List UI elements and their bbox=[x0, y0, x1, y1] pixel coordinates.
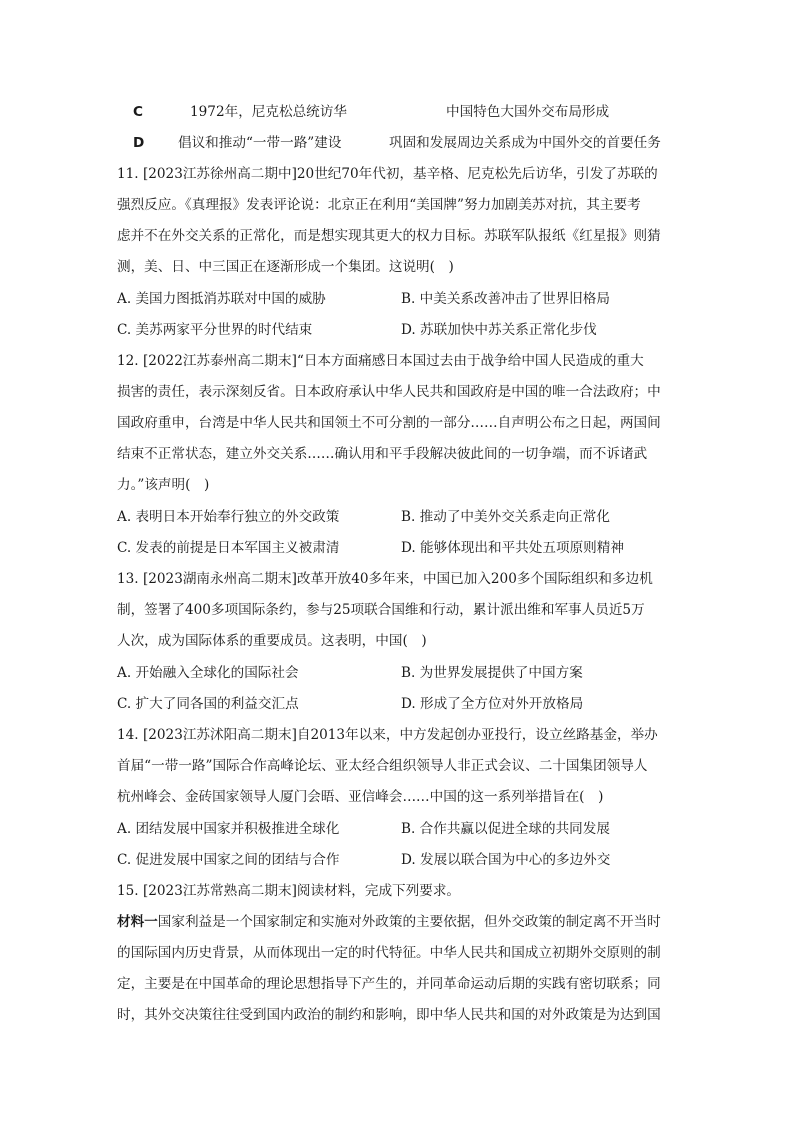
table-row-c bbox=[0, 103, 794, 121]
row-letter: C bbox=[133, 104, 143, 120]
question-11-options-row bbox=[0, 290, 794, 308]
question-11-line: 测，美、日、中三国正在逐渐形成一个集团。这说明( ) bbox=[117, 259, 454, 275]
material-line: 的国际国内历史背景，从而体现出一定的时代特征。中华人民共和国成立初期外交原则的制 bbox=[117, 945, 661, 961]
question-12-options-row bbox=[0, 539, 794, 557]
question-12-line: 12. [2022江苏泰州高二期末]“日本方面痛感日本国过去由于战争给中国人民造成的重大 bbox=[117, 353, 644, 369]
question-12-line: 损害的责任，表示深刻反省。日本政府承认中华人民共和国政府是中国的唯一合法政府；中 bbox=[117, 384, 661, 400]
question-14-options-row bbox=[0, 820, 794, 838]
question-13-options-row bbox=[0, 695, 794, 713]
option-d: D. 能够体现出和平共处五项原则精神 bbox=[401, 540, 624, 556]
row-letter: D bbox=[133, 135, 145, 151]
question-14-line: 14. [2023江苏沭阳高二期末]自2013年以来，中方发起创办亚投行，设立丝路基金，举办 bbox=[117, 727, 658, 743]
question-11-line: 虑并不在外交关系的正常化，而是想实现其更大的权力目标。苏联军队报纸《红星报》则猜 bbox=[117, 228, 661, 244]
material-line: 时，其外交决策往往受到国内政治的制约和影响，即中华人民共和国的对外政策是为达到国 bbox=[117, 1007, 661, 1023]
question-13-options-row bbox=[0, 664, 794, 682]
option-d: D. 形成了全方位对外开放格局 bbox=[401, 696, 584, 712]
question-11-line: 强烈反应。《真理报》发表评论说：北京正在利用“美国牌”努力加剧美苏对抗，其主要考 bbox=[117, 197, 641, 213]
option-b: B. 合作共赢以促进全球的共同发展 bbox=[401, 821, 610, 837]
question-12-line: 国政府重申，台湾是中华人民共和国领土不可分割的一部分……自声明公布之日起，两国间 bbox=[117, 415, 661, 431]
option-a: A. 开始融入全球化的国际社会 bbox=[117, 665, 299, 681]
question-13-line: 制，签署了400多项国际条约，参与25项联合国维和行动，累计派出维和军事人员近5万 bbox=[117, 602, 645, 618]
question-12-line: 力。”该声明( ) bbox=[117, 477, 210, 493]
row-result: 中国特色大国外交布局形成 bbox=[446, 104, 610, 120]
material-label: 材料一 bbox=[117, 914, 158, 930]
row-result: 巩固和发展周边关系成为中国外交的首要任务 bbox=[389, 135, 661, 151]
table-row-d bbox=[0, 134, 794, 152]
question-14-line: 首届“一带一路”国际合作高峰论坛、亚太经合组织领导人非正式会议、二十国集团领导人 bbox=[117, 758, 648, 774]
material-text: 国家利益是一个国家制定和实施对外政策的主要依据，但外交政策的制定离不开当时 bbox=[157, 914, 661, 930]
question-13-line: 人次，成为国际体系的重要成员。这表明，中国( ) bbox=[117, 633, 427, 649]
option-b: B. 为世界发展提供了中国方案 bbox=[401, 665, 583, 681]
question-11-options-row bbox=[0, 321, 794, 339]
question-14-options-row bbox=[0, 851, 794, 869]
material-line: 定，主要是在中国革命的理论思想指导下产生的，并同革命运动后期的实践有密切联系；同 bbox=[117, 976, 661, 992]
option-c: C. 美苏两家平分世界的时代结束 bbox=[117, 322, 313, 338]
option-c: C. 发表的前提是日本军国主义被肃清 bbox=[117, 540, 340, 556]
option-b: B. 中美关系改善冲击了世界旧格局 bbox=[401, 291, 610, 307]
option-a: A. 团结发展中国家并积极推进全球化 bbox=[117, 821, 340, 837]
row-event: 倡议和推动“一带一路”建设 bbox=[178, 135, 342, 151]
option-d: D. 发展以联合国为中心的多边外交 bbox=[401, 852, 611, 868]
question-12-options-row bbox=[0, 508, 794, 526]
option-c: C. 扩大了同各国的利益交汇点 bbox=[117, 696, 299, 712]
option-a: A. 美国力图抵消苏联对中国的威胁 bbox=[117, 291, 326, 307]
question-11-line: 11. [2023江苏徐州高二期中]20世纪70年代初，基辛格、尼克松先后访华，引发了苏联的 bbox=[117, 166, 658, 182]
option-d: D. 苏联加快中苏关系正常化步伐 bbox=[401, 322, 597, 338]
material-line bbox=[117, 913, 661, 931]
question-15-intro: 15. [2023江苏常熟高二期末]阅读材料，完成下列要求。 bbox=[117, 883, 461, 899]
row-event: 1972年，尼克松总统访华 bbox=[190, 104, 347, 120]
question-12-line: 结束不正常状态，建立外交关系……确认用和平手段解决彼此间的一切争端，而不诉诸武 bbox=[117, 446, 648, 462]
option-c: C. 促进发展中国家之间的团结与合作 bbox=[117, 852, 340, 868]
question-14-line: 杭州峰会、金砖国家领导人厦门会晤、亚信峰会……中国的这一系列举措旨在( ) bbox=[117, 789, 604, 805]
question-13-line: 13. [2023湖南永州高二期末]改革开放40多年来，中国已加入200多个国际组织和多边机 bbox=[117, 571, 653, 587]
option-b: B. 推动了中美外交关系走向正常化 bbox=[401, 509, 610, 525]
option-a: A. 表明日本开始奉行独立的外交政策 bbox=[117, 509, 340, 525]
